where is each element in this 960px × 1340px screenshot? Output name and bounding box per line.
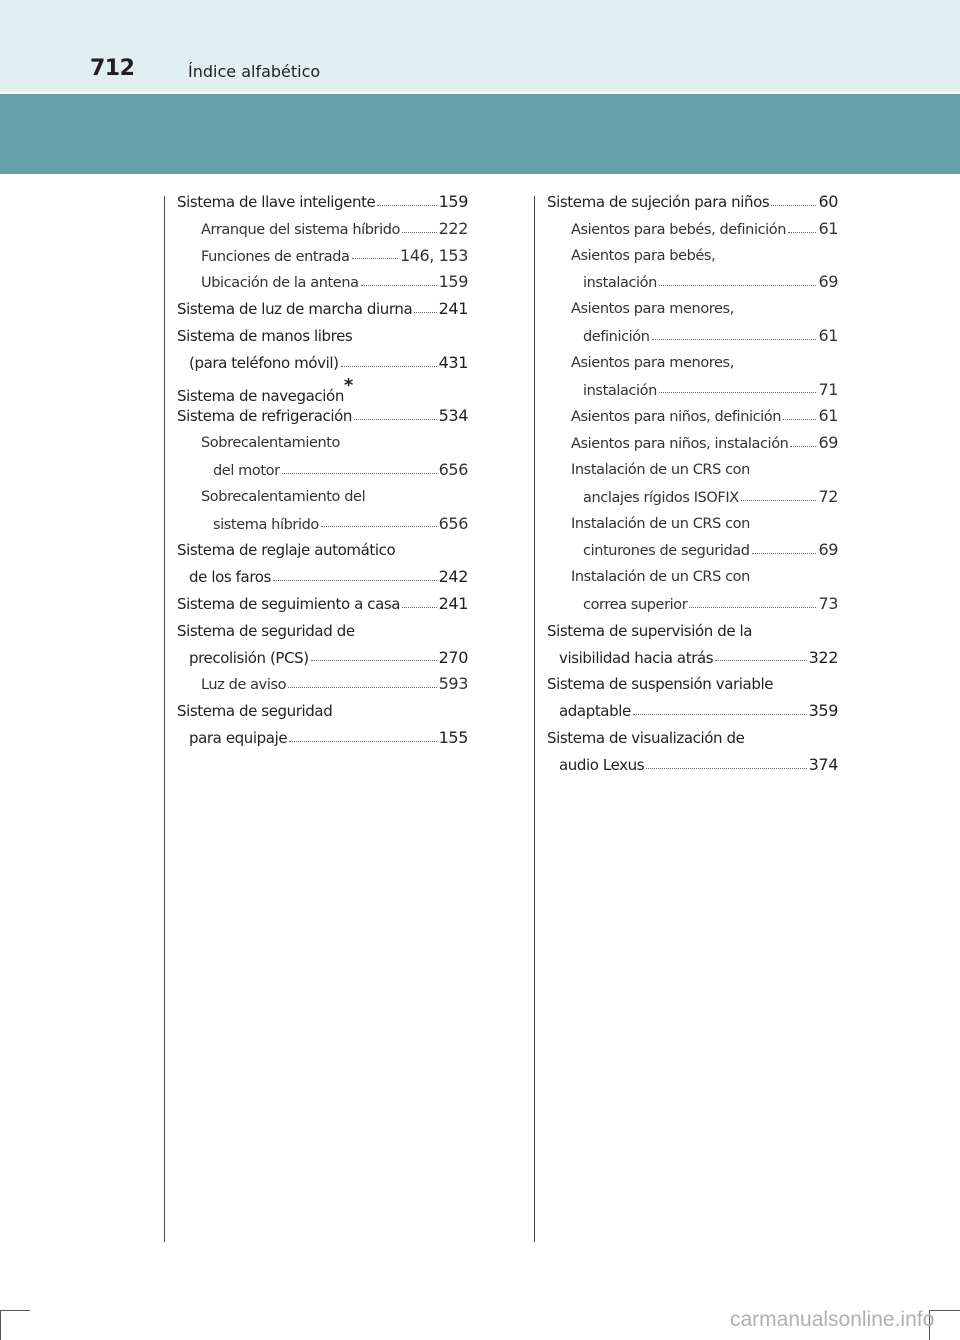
dot-leader <box>321 526 437 527</box>
crop-mark <box>0 1310 30 1311</box>
index-entry[interactable] <box>177 216 468 243</box>
dot-leader <box>771 205 816 206</box>
dot-leader <box>741 500 817 501</box>
dot-leader <box>646 768 806 769</box>
index-entry[interactable] <box>547 645 838 672</box>
entry-label: Instalación de un CRS con <box>571 515 750 532</box>
index-entry[interactable] <box>177 484 468 511</box>
entry-label: sistema híbrido <box>213 516 319 533</box>
index-entry[interactable] <box>547 189 838 216</box>
dot-leader <box>341 366 437 367</box>
index-entry[interactable] <box>547 484 838 511</box>
index-entry[interactable] <box>547 457 838 484</box>
page-reference[interactable]: 69 <box>818 540 838 560</box>
entry-label: Funciones de entrada <box>201 248 350 265</box>
index-entry[interactable] <box>177 403 468 430</box>
entry-label: para equipaje <box>189 728 288 747</box>
dot-leader <box>311 660 437 661</box>
index-entry[interactable] <box>547 752 838 779</box>
header-band <box>0 0 960 92</box>
dot-leader <box>288 687 437 688</box>
entry-label: Sistema de visualización de <box>547 728 745 747</box>
index-entry[interactable] <box>177 725 468 752</box>
index-entry[interactable] <box>547 591 838 618</box>
page-reference[interactable]: 656 <box>438 459 468 479</box>
dot-leader <box>783 419 816 420</box>
entry-label: de los faros <box>189 568 271 587</box>
dot-leader <box>715 660 806 661</box>
page-reference[interactable]: 374 <box>808 754 838 774</box>
index-entry[interactable] <box>547 296 838 323</box>
dot-leader <box>377 205 436 206</box>
entry-label: precolisión (PCS) <box>189 648 309 667</box>
entry-label: Asientos para menores, <box>571 354 734 371</box>
index-entry[interactable] <box>547 511 838 538</box>
dot-leader <box>282 473 437 474</box>
column-rule-left <box>164 196 165 1242</box>
index-entry[interactable] <box>547 377 838 404</box>
entry-label: cinturones de seguridad <box>583 543 750 560</box>
index-column-left <box>177 189 468 752</box>
page-reference[interactable]: 146, 153 <box>399 245 468 265</box>
entry-label: adaptable <box>559 702 631 721</box>
entry-label: Sistema de sujeción para niños <box>547 193 770 211</box>
index-entry[interactable] <box>547 725 838 752</box>
entry-label: Arranque del sistema híbrido <box>201 221 401 238</box>
page-reference[interactable]: 69 <box>818 433 838 453</box>
index-entry[interactable] <box>177 537 468 564</box>
index-entry[interactable] <box>177 618 468 645</box>
entry-label: Sistema de navegación <box>177 386 344 405</box>
entry-label: anclajes rígidos ISOFIX <box>583 489 739 506</box>
page-reference[interactable]: 656 <box>438 513 468 533</box>
entry-label: Asientos para bebés, <box>571 247 716 264</box>
entry-label: del motor <box>213 462 280 479</box>
index-entry[interactable] <box>177 671 468 698</box>
index-entry[interactable] <box>547 216 838 243</box>
entry-label: Instalación de un CRS con <box>571 569 750 586</box>
crop-mark <box>0 1310 1 1340</box>
entry-label: Sistema de refrigeración <box>177 407 352 426</box>
index-entry[interactable] <box>547 430 838 457</box>
dot-leader <box>689 607 816 608</box>
index-entry[interactable] <box>177 511 468 538</box>
index-entry[interactable] <box>177 564 468 591</box>
crop-mark <box>930 1310 960 1311</box>
dot-leader <box>402 607 437 608</box>
page-reference[interactable]: 61 <box>818 218 838 238</box>
entry-label: Sistema de luz de marcha diurna <box>177 300 413 319</box>
dot-leader <box>402 232 437 233</box>
entry-label: Sobrecalentamiento <box>201 435 341 452</box>
index-entry[interactable] <box>177 591 468 618</box>
watermark: carmanualsonline.info <box>730 1308 935 1331</box>
page-reference[interactable]: 241 <box>438 299 468 319</box>
dot-leader <box>414 312 436 313</box>
index-entry[interactable] <box>177 243 468 270</box>
header-bar <box>0 94 960 174</box>
page-reference[interactable]: 534 <box>438 406 468 426</box>
index-entry[interactable] <box>547 323 838 350</box>
index-column-right <box>547 189 838 779</box>
page-reference[interactable]: 60 <box>818 192 838 211</box>
entry-label: (para teléfono móvil) <box>189 353 339 372</box>
index-entry[interactable] <box>177 296 468 323</box>
page-reference[interactable]: 71 <box>818 379 838 399</box>
index-entry[interactable] <box>177 645 468 672</box>
entry-label: Sistema de seguridad <box>177 702 333 721</box>
entry-label: Sistema de reglaje automático <box>177 541 396 560</box>
dot-leader <box>354 419 437 420</box>
index-entry[interactable] <box>547 564 838 591</box>
page-reference[interactable]: 159 <box>438 272 468 292</box>
index-entry[interactable] <box>177 189 468 216</box>
page-reference[interactable]: 241 <box>438 593 468 613</box>
dot-leader <box>633 714 807 715</box>
entry-label: Sistema de manos libres <box>177 326 353 345</box>
page-reference[interactable]: 155 <box>438 727 468 747</box>
entry-label: Sobrecalentamiento del <box>201 488 366 505</box>
entry-label: correa superior <box>583 596 688 613</box>
dot-leader <box>289 741 436 742</box>
index-entry[interactable] <box>177 350 468 377</box>
index-entry[interactable] <box>177 323 468 350</box>
page-reference[interactable]: 159 <box>438 192 468 211</box>
asterisk-icon: * <box>343 374 353 396</box>
page-reference[interactable]: 69 <box>818 272 838 292</box>
entry-label: Asientos para niños, instalación <box>571 436 789 453</box>
page-reference[interactable]: 61 <box>818 406 838 426</box>
entry-label: Sistema de suspensión variable <box>547 675 774 694</box>
index-entry[interactable] <box>177 430 468 457</box>
page-reference[interactable]: 242 <box>438 567 468 587</box>
page-reference[interactable]: 593 <box>438 674 468 694</box>
index-entry[interactable] <box>547 618 838 645</box>
index-entry[interactable] <box>547 350 838 377</box>
dot-leader <box>361 285 437 286</box>
dot-leader <box>659 392 817 393</box>
page-reference[interactable]: 359 <box>808 701 838 721</box>
index-entry[interactable] <box>547 269 838 296</box>
entry-label: instalación <box>583 382 657 399</box>
dot-leader <box>790 446 816 447</box>
entry-label: Asientos para niños, definición <box>571 409 782 426</box>
dot-leader <box>652 339 817 340</box>
dot-leader <box>659 285 817 286</box>
index-entry[interactable] <box>177 457 468 484</box>
entry-label: Ubicación de la antena <box>201 275 359 292</box>
dot-leader <box>273 580 437 581</box>
entry-label: audio Lexus <box>559 755 645 774</box>
page-reference[interactable]: 322 <box>808 647 838 667</box>
page-number: 712 <box>90 56 135 81</box>
index-entry[interactable] <box>547 403 838 430</box>
entry-label: Asientos para bebés, definición <box>571 221 787 238</box>
dot-leader <box>352 258 398 259</box>
index-entry[interactable] <box>177 698 468 725</box>
page-reference[interactable]: 431 <box>438 352 468 372</box>
entry-label: Luz de aviso <box>201 677 287 694</box>
index-entry[interactable] <box>177 269 468 296</box>
dot-leader <box>788 232 816 233</box>
entry-label: Sistema de seguridad de <box>177 621 355 640</box>
page-reference[interactable]: 72 <box>818 486 838 506</box>
index-entry[interactable] <box>547 243 838 270</box>
entry-label: Sistema de supervisión de la <box>547 621 753 640</box>
entry-label: instalación <box>583 275 657 292</box>
index-entry[interactable] <box>547 537 838 564</box>
entry-label: definición <box>583 328 650 345</box>
page-reference[interactable]: 270 <box>438 647 468 667</box>
page-reference[interactable]: 73 <box>818 593 838 613</box>
column-rule-right <box>534 196 535 1242</box>
index-entry[interactable] <box>547 671 838 698</box>
entry-label: Sistema de llave inteligente <box>177 193 376 211</box>
entry-label: Instalación de un CRS con <box>571 461 750 478</box>
dot-leader <box>752 553 817 554</box>
section-title: Índice alfabético <box>188 62 321 81</box>
entry-label: Sistema de seguimiento a casa <box>177 594 401 613</box>
index-entry[interactable] <box>177 374 468 405</box>
entry-label: visibilidad hacia atrás <box>559 648 714 667</box>
entry-label: Asientos para menores, <box>571 301 734 318</box>
page-reference[interactable]: 222 <box>438 218 468 238</box>
index-entry[interactable] <box>547 698 838 725</box>
page-reference[interactable]: 61 <box>818 325 838 345</box>
